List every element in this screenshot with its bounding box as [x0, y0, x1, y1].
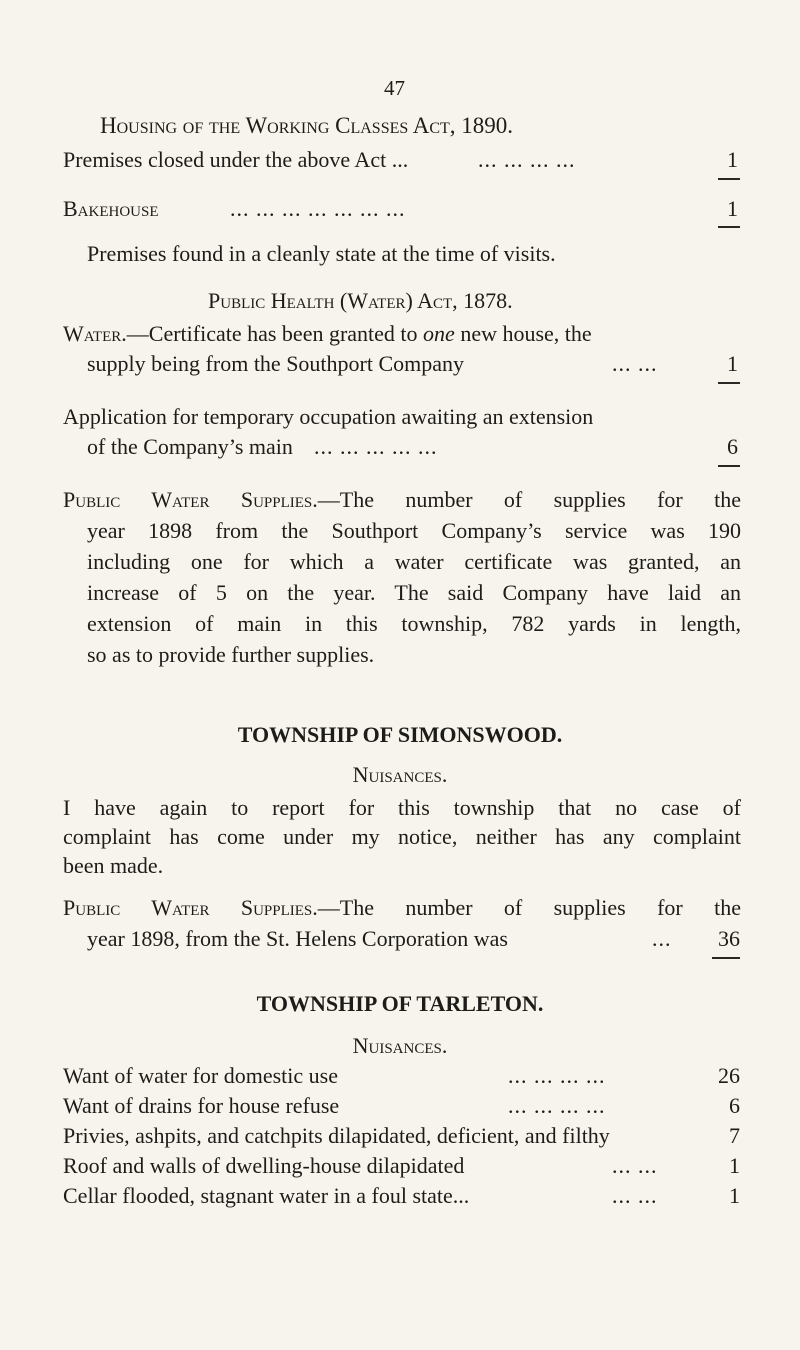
tarleton-item-leader: ... ... ... ...: [508, 1063, 606, 1088]
application-value: 6: [727, 434, 738, 459]
tarleton-item-label: Cellar flooded, stagnant water in a foul state...: [63, 1183, 470, 1208]
paragraph-line: extension of main in this township, 782 yards in length,: [87, 611, 741, 636]
water-label: Water.: [63, 321, 127, 346]
tarleton-item-label: Privies, ashpits, and catchpits dilapidated, deficient, and filthy: [63, 1123, 610, 1148]
public-water-text: —The number of supplies for the: [317, 487, 741, 512]
simonswood-supplies-line1: [63, 894, 741, 922]
paragraph-line: [63, 484, 741, 515]
premises-closed-label: Premises closed under the above Act ...: [63, 147, 409, 172]
premises-closed-value: 1: [727, 147, 738, 172]
bakehouse-value: 1: [727, 196, 738, 221]
tarleton-heading: TOWNSHIP OF TARLETON.: [256, 991, 544, 1016]
simonswood-supplies-label: Public Water Supplies.: [63, 895, 318, 920]
tarleton-nuisances-heading: Nuisances.: [352, 1033, 448, 1058]
water-emphasis: one: [423, 321, 455, 346]
bakehouse-label: Bakehouse: [63, 196, 159, 221]
tarleton-item-value: 7: [729, 1123, 740, 1148]
water-text-2: new house, the: [454, 321, 592, 346]
simonswood-supplies-text: —The number of supplies for the: [317, 895, 741, 920]
simonswood-heading: TOWNSHIP OF SIMONSWOOD.: [237, 722, 563, 747]
public-water-supplies-paragraph: [63, 484, 741, 670]
paragraph-line: including one for which a water certificate was granted, an: [87, 549, 741, 574]
divider: [718, 465, 740, 467]
housing-act-heading: Housing of the Working Classes Act, 1890.: [100, 113, 514, 138]
public-water-label: Public Water Supplies.: [63, 487, 318, 512]
application-line2: of the Company’s main: [87, 434, 293, 459]
tarleton-item-value: 26: [718, 1063, 740, 1088]
tarleton-item-label: Want of water for domestic use: [63, 1063, 338, 1088]
water-certificate-line1: [63, 320, 592, 348]
paragraph-line: complaint has come under my notice, neither has any complaint: [63, 824, 741, 849]
paragraph-line: been made.: [63, 853, 164, 878]
simonswood-supplies-value: 36: [718, 926, 740, 951]
simonswood-supplies-line2: year 1898, from the St. Helens Corporation was: [87, 926, 508, 951]
simonswood-paragraph: [63, 793, 741, 880]
divider: [718, 178, 740, 180]
page-number: 47: [384, 76, 405, 100]
premises-closed-leader: ... ... ... ...: [478, 147, 576, 172]
tarleton-item-label: Want of drains for house refuse: [63, 1093, 340, 1118]
paragraph-line: so as to provide further supplies.: [87, 642, 375, 667]
divider: [712, 957, 740, 959]
divider: [718, 382, 740, 384]
tarleton-item-label: Roof and walls of dwelling-house dilapidated: [63, 1153, 465, 1178]
water-certificate-line2: supply being from the Southport Company: [87, 351, 465, 376]
paragraph-line: increase of 5 on the year. The said Company have laid an: [87, 580, 741, 605]
application-leader: ... ... ... ... ...: [314, 434, 438, 459]
paragraph-line: I have again to report for this township that no case of: [63, 795, 741, 820]
water-text-1: —Certificate has been granted to: [126, 321, 424, 346]
tarleton-item-value: 1: [729, 1183, 740, 1208]
tarleton-item-value: 6: [729, 1093, 740, 1118]
tarleton-item-value: 1: [729, 1153, 740, 1178]
simonswood-nuisances-heading: Nuisances.: [352, 762, 448, 787]
bakehouse-leader: ... ... ... ... ... ... ...: [230, 196, 406, 221]
water-certificate-leader: ... ...: [612, 351, 658, 376]
tarleton-item-leader: ... ... ... ...: [508, 1093, 606, 1118]
tarleton-item-leader: ... ...: [612, 1153, 658, 1178]
bakehouse-note: Premises found in a cleanly state at the time of visits.: [87, 241, 556, 266]
water-certificate-value: 1: [727, 351, 738, 376]
divider: [718, 226, 740, 228]
application-line1: Application for temporary occupation awaiting an extension: [63, 404, 594, 429]
water-act-heading: Public Health (Water) Act, 1878.: [208, 288, 513, 313]
paragraph-line: year 1898 from the Southport Company’s service was 190: [87, 518, 741, 543]
tarleton-item-leader: ... ...: [612, 1183, 658, 1208]
simonswood-supplies-leader: ...: [652, 926, 672, 951]
